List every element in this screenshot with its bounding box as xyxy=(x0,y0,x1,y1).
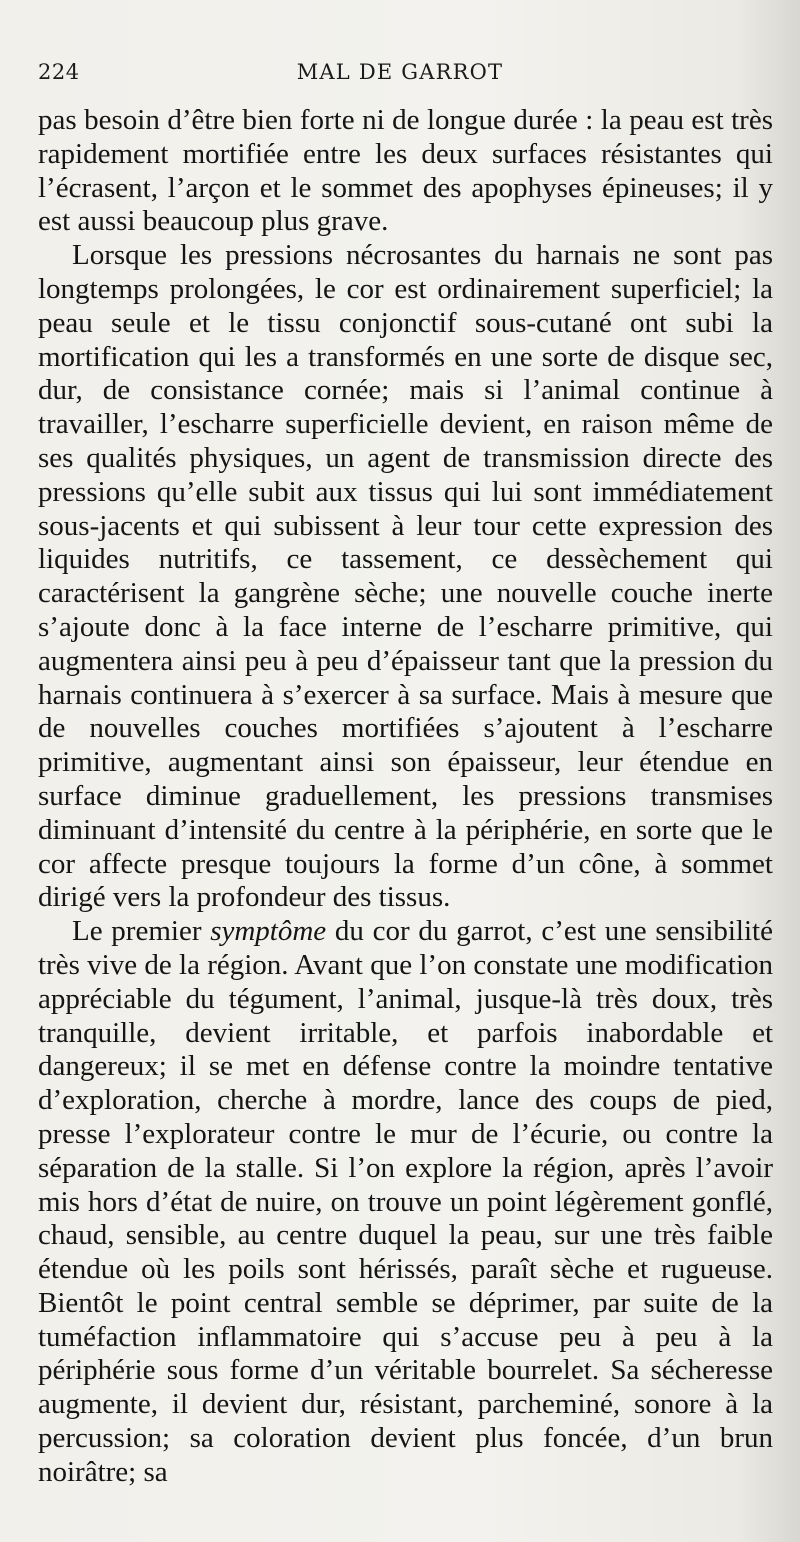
body-text xyxy=(38,104,773,1490)
paragraph-continuation: pas besoin d’être bien forte ni de longue durée : la peau est très rapidement mortifiée entre les deux surfaces résistantes qui l’écrasent, l’arçon et le sommet des apophyses épineuses; il y est aussi beaucoup plus grave. xyxy=(38,104,773,238)
paragraph-symptoms-start: Le premier xyxy=(72,915,211,948)
paragraph-symptoms xyxy=(38,915,773,1490)
running-title: MAL DE GARROT xyxy=(296,60,504,84)
paragraph-symptoms-rest: du cor du garrot, c’est une sensibilité très vive de la région. Avant que l’on constate une modification appréciable du tégument, l’animal, jusque-là très doux, très tranquille, devient irritable, et parfois inabordable et dangereux; il se met en défense contre la moindre tentative d’exploration, cherche à mordre, lance des coups de pied, presse l’explorateur contre le mur de l’écurie, ou contre la séparation de la stalle. Si l’on explore la région, après l’avoir mis hors d’état de nuire, on trouve un point légèrement gonflé, chaud, sensible, au centre duquel la peau, sur une très faible étendue où les poils sont hérissés, paraît sèche et rugueuse. Bientôt le point central semble se déprimer, par suite de la tuméfaction inflammatoire qui s’accuse peu à peu à la périphérie sous forme d’un véritable bourrelet. Sa sécheresse augmente, il devient dur, résistant, parcheminé, sonore à la percussion; sa coloration devient plus foncée, d’un brun noirâtre; sa xyxy=(38,915,773,1488)
paragraph-pressure: Lorsque les pressions nécrosantes du harnais ne sont pas longtemps prolongées, le cor est ordinairement superficiel; la peau seule et le tissu conjonctif sous-cutané ont subi la mortification qui les a transformés en une sorte de disque sec, dur, de consistance cornée; mais si l’animal continue à travailler, l’escharre superficielle devient, en raison même de ses qualités physiques, un agent de transmission directe des pressions qu’elle subit aux tissus qui lui sont immédiatement sous-jacents et qui subissent à leur tour cette expression des liquides nutritifs, ce tassement, ce dessèchement qui caractérisent la gangrène sèche; une nouvelle couche inerte s’ajoute donc à la face interne de l’escharre primitive, qui augmentera ainsi peu à peu d’épaisseur tant que la pression du harnais continuera à s’exercer à sa surface. Mais à mesure que de nouvelles couches mortifiées s’ajoutent à l’escharre primitive, augmentant ainsi son épaisseur, leur étendue en surface diminue graduellement, les pressions transmises diminuant d’intensité du centre à la périphérie, en sorte que le cor affecte presque toujours la forme d’un cône, à sommet dirigé vers la profondeur des tissus. xyxy=(38,239,773,914)
page-number: 224 xyxy=(38,60,80,84)
page-header xyxy=(38,60,762,94)
italic-term-symptome: symptôme xyxy=(210,915,327,948)
